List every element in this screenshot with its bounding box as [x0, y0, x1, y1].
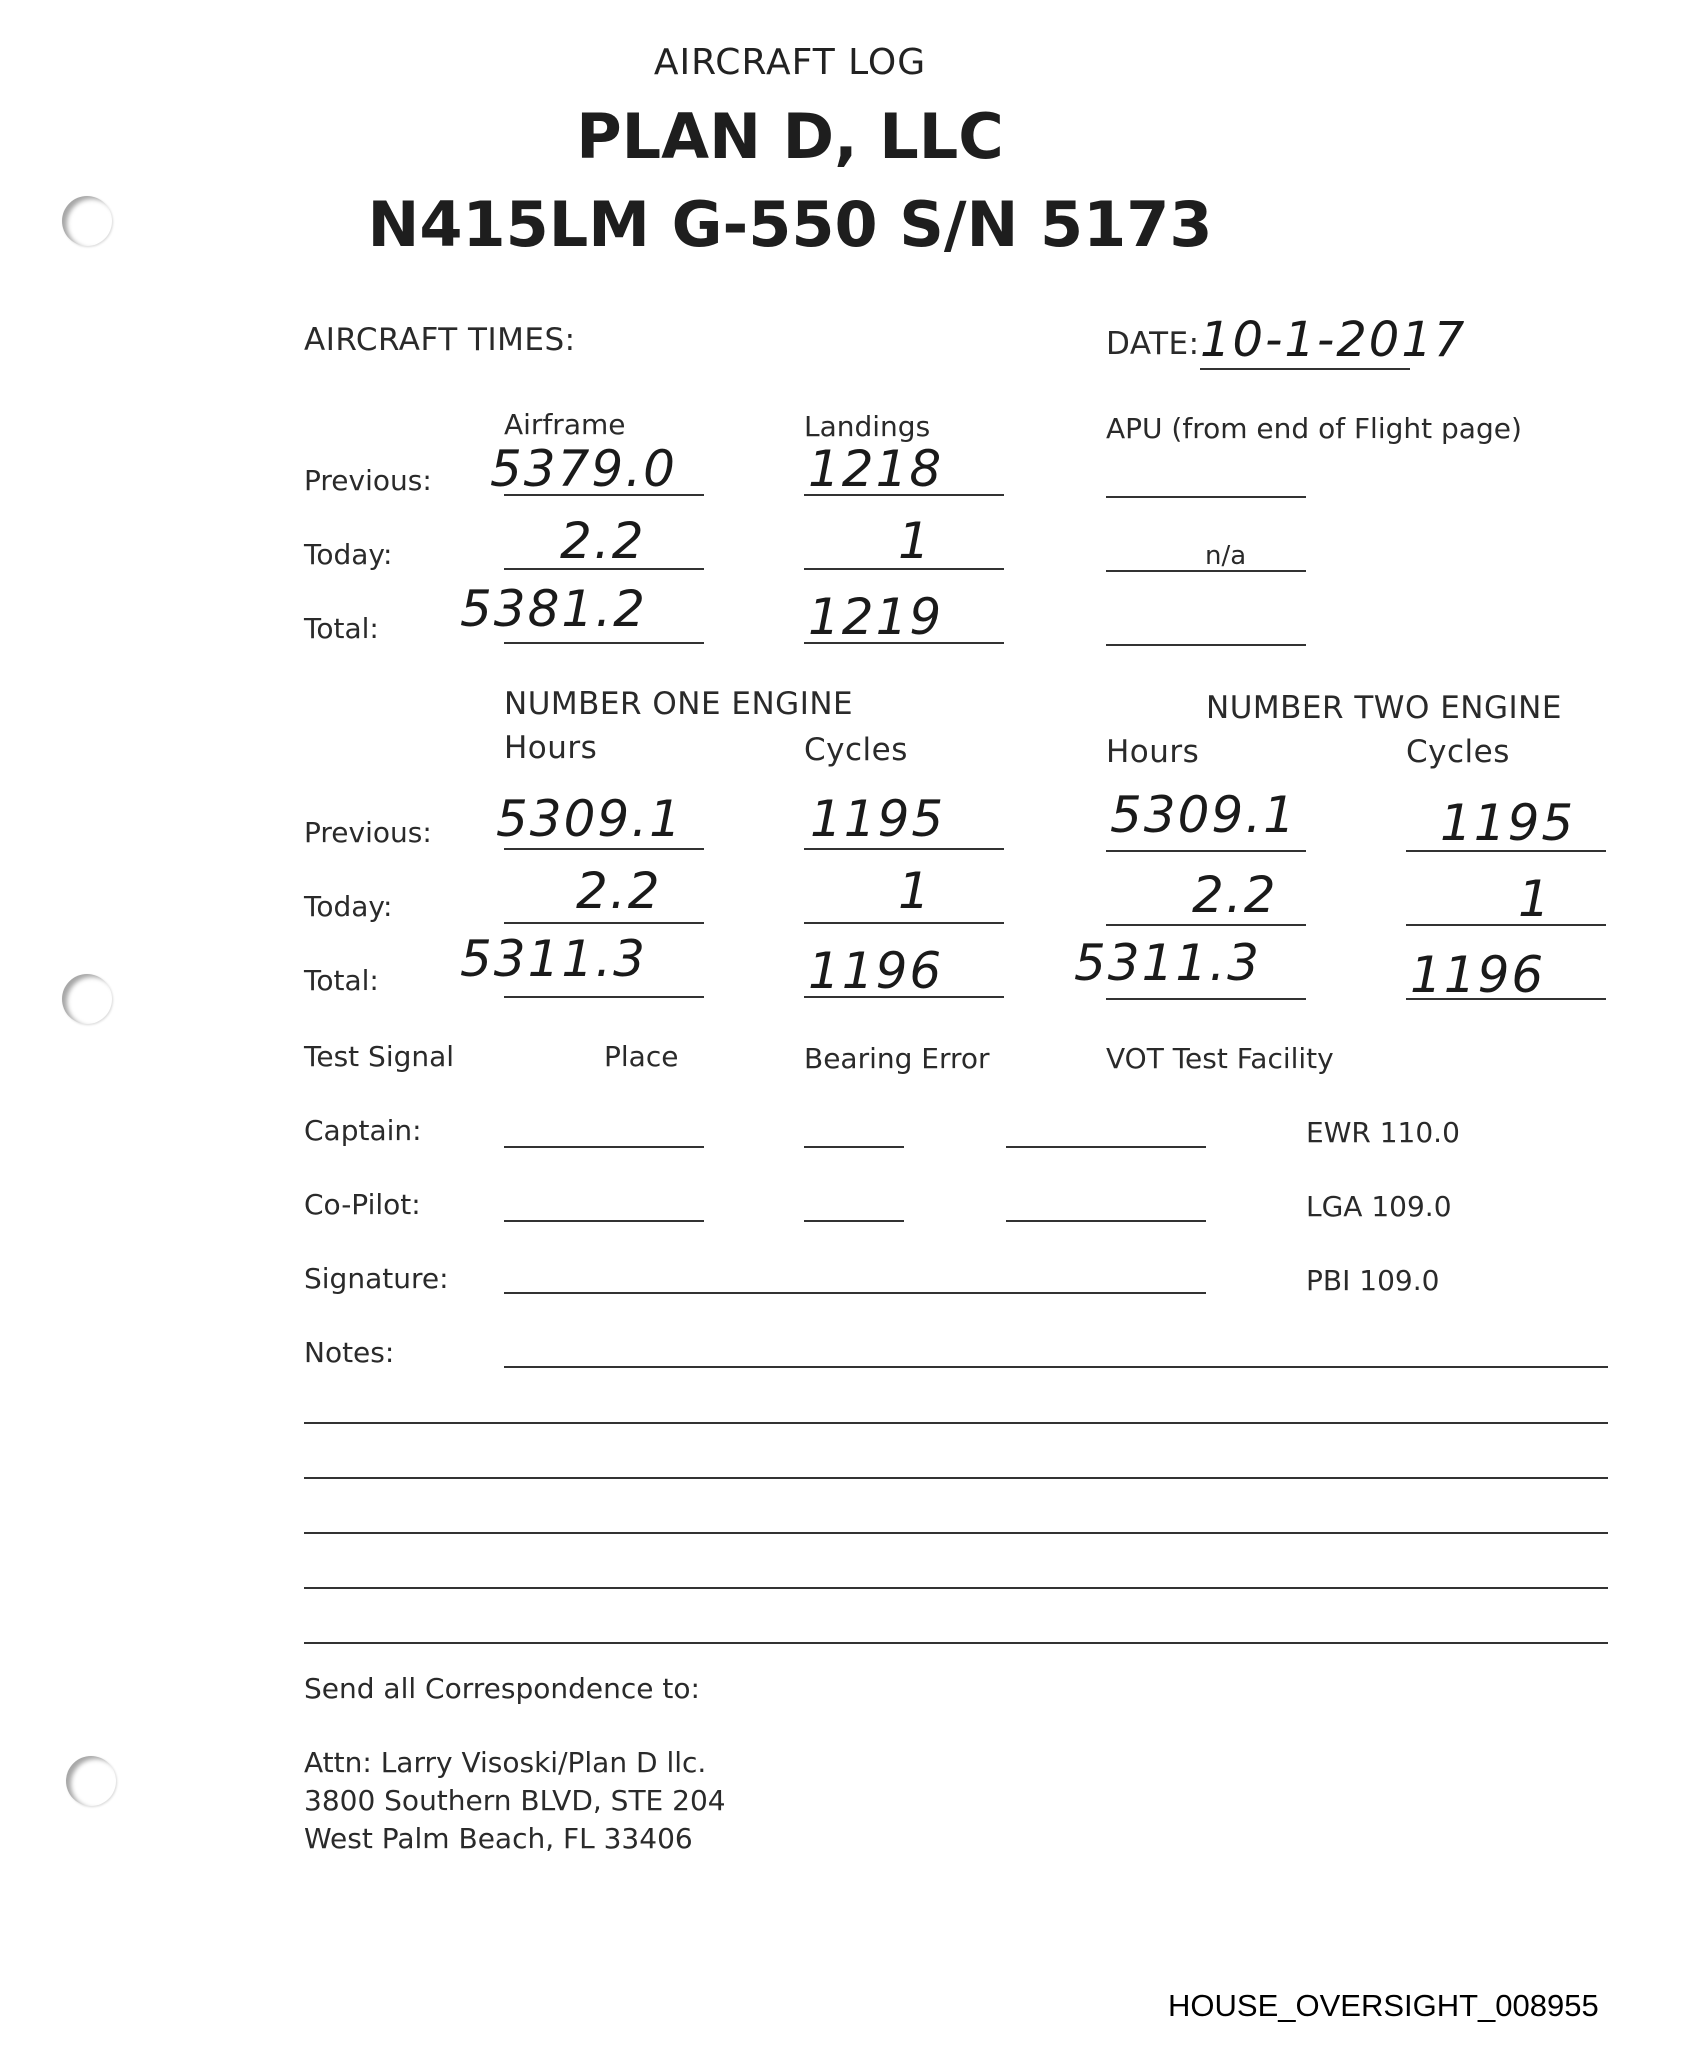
correspondence-attn: Attn: Larry Visoski/Plan D llc.	[304, 1746, 707, 1779]
engine-two-hours-previous[interactable]: 5309.1	[1110, 786, 1297, 844]
airframe-today-line	[504, 568, 704, 570]
vot-facility-pbi: PBI 109.0	[1306, 1264, 1440, 1297]
airframe-total-label: Total:	[304, 612, 379, 645]
landings-previous-line	[804, 494, 1004, 496]
engine-today-label: Today:	[304, 890, 393, 923]
notes-line-3[interactable]	[304, 1477, 1608, 1479]
engine-two-hours-today[interactable]: 2.2	[1192, 866, 1278, 924]
notes-label: Notes:	[304, 1336, 395, 1369]
engine-one-cycles-today-line	[804, 922, 1004, 924]
test-signal-label: Test Signal	[304, 1040, 455, 1073]
airframe-total-line	[504, 642, 704, 644]
airframe-column-header: Airframe	[504, 408, 626, 441]
vot-facility-ewr: EWR 110.0	[1306, 1116, 1460, 1149]
captain-bearing-line[interactable]	[804, 1146, 904, 1148]
engine-one-hours-previous[interactable]: 5309.1	[496, 790, 683, 848]
engine-two-hours-today-line	[1106, 924, 1306, 926]
engine-two-title: NUMBER TWO ENGINE	[1206, 690, 1562, 726]
engine-two-cycles-previous[interactable]: 1195	[1440, 794, 1576, 852]
correspondence-heading: Send all Correspondence to:	[304, 1672, 700, 1705]
captain-vot-line[interactable]	[1006, 1146, 1206, 1148]
engine-one-title: NUMBER ONE ENGINE	[504, 686, 854, 722]
engine-two-hours-total-line	[1106, 998, 1306, 1000]
date-label: DATE:	[1106, 326, 1200, 362]
engine-one-hours-today[interactable]: 2.2	[576, 862, 662, 920]
apu-total-line	[1106, 644, 1306, 646]
binder-hole-bottom	[66, 1756, 116, 1806]
copilot-vot-line[interactable]	[1006, 1220, 1206, 1222]
airframe-today-label: Today:	[304, 538, 393, 571]
airframe-previous-line	[504, 494, 704, 496]
engine-previous-label: Previous:	[304, 816, 432, 849]
engine-one-cycles-previous[interactable]: 1195	[810, 790, 946, 848]
date-value[interactable]: 10-1-2017	[1200, 312, 1467, 368]
copilot-place-line[interactable]	[504, 1220, 704, 1222]
engine-two-hours-total[interactable]: 5311.3	[1074, 934, 1261, 992]
binder-hole-middle	[62, 974, 112, 1024]
notes-line-1[interactable]	[504, 1366, 1608, 1368]
captain-place-line[interactable]	[504, 1146, 704, 1148]
airframe-today-value[interactable]: 2.2	[560, 512, 646, 570]
vot-facility-header: VOT Test Facility	[1106, 1042, 1334, 1075]
log-type-heading: AIRCRAFT LOG	[653, 42, 927, 83]
airframe-previous-value[interactable]: 5379.0	[490, 440, 677, 498]
captain-label: Captain:	[304, 1114, 422, 1147]
landings-total-line	[804, 642, 1004, 644]
engine-two-cycles-today[interactable]: 1	[1518, 870, 1552, 928]
landings-column-header: Landings	[804, 410, 931, 443]
copilot-bearing-line[interactable]	[804, 1220, 904, 1222]
landings-today-line	[804, 568, 1004, 570]
engine-two-cycles-total[interactable]: 1196	[1410, 946, 1546, 1004]
company-name: PLAN D, LLC	[576, 100, 1004, 173]
place-header: Place	[604, 1040, 679, 1073]
engine-two-cycles-previous-line	[1406, 850, 1606, 852]
aircraft-times-label: AIRCRAFT TIMES:	[304, 322, 576, 358]
engine-one-hours-today-line	[504, 922, 704, 924]
bates-number: HOUSE_OVERSIGHT_008955	[1168, 1988, 1599, 2023]
landings-previous-value[interactable]: 1218	[808, 440, 944, 498]
engine-one-hours-previous-line	[504, 848, 704, 850]
engine-one-cycles-total[interactable]: 1196	[808, 942, 944, 1000]
engine-two-hours-previous-line	[1106, 850, 1306, 852]
engine-one-hours-header: Hours	[504, 730, 598, 766]
correspondence-address-2: West Palm Beach, FL 33406	[304, 1822, 693, 1855]
correspondence-address-1: 3800 Southern BLVD, STE 204	[304, 1784, 726, 1817]
vot-facility-lga: LGA 109.0	[1306, 1190, 1452, 1223]
notes-line-6[interactable]	[304, 1642, 1608, 1644]
signature-label: Signature:	[304, 1262, 449, 1295]
notes-line-5[interactable]	[304, 1587, 1608, 1589]
engine-one-hours-total[interactable]: 5311.3	[460, 930, 647, 988]
bearing-error-header: Bearing Error	[804, 1042, 990, 1075]
engine-two-hours-header: Hours	[1106, 734, 1200, 770]
engine-one-cycles-previous-line	[804, 848, 1004, 850]
notes-line-2[interactable]	[304, 1422, 1608, 1424]
engine-two-cycles-today-line	[1406, 924, 1606, 926]
engine-total-label: Total:	[304, 964, 379, 997]
engine-one-cycles-today[interactable]: 1	[898, 862, 932, 920]
apu-today-line	[1106, 570, 1306, 572]
landings-today-value[interactable]: 1	[898, 512, 932, 570]
copilot-label: Co-Pilot:	[304, 1188, 421, 1221]
apu-previous-line	[1106, 496, 1306, 498]
engine-one-hours-total-line	[504, 996, 704, 998]
date-underline	[1200, 368, 1410, 370]
engine-one-cycles-total-line	[804, 996, 1004, 998]
engine-two-cycles-header: Cycles	[1406, 734, 1510, 770]
notes-line-4[interactable]	[304, 1532, 1608, 1534]
signature-line[interactable]	[504, 1292, 1206, 1294]
apu-column-header: APU (from end of Flight page)	[1106, 412, 1522, 445]
airframe-previous-label: Previous:	[304, 464, 432, 497]
airframe-total-value[interactable]: 5381.2	[460, 580, 647, 638]
landings-total-value[interactable]: 1219	[808, 588, 944, 646]
engine-one-cycles-header: Cycles	[804, 732, 908, 768]
engine-two-cycles-total-line	[1406, 998, 1606, 1000]
apu-today-value[interactable]: n/a	[1205, 541, 1247, 571]
aircraft-id: N415LM G-550 S/N 5173	[367, 188, 1213, 261]
